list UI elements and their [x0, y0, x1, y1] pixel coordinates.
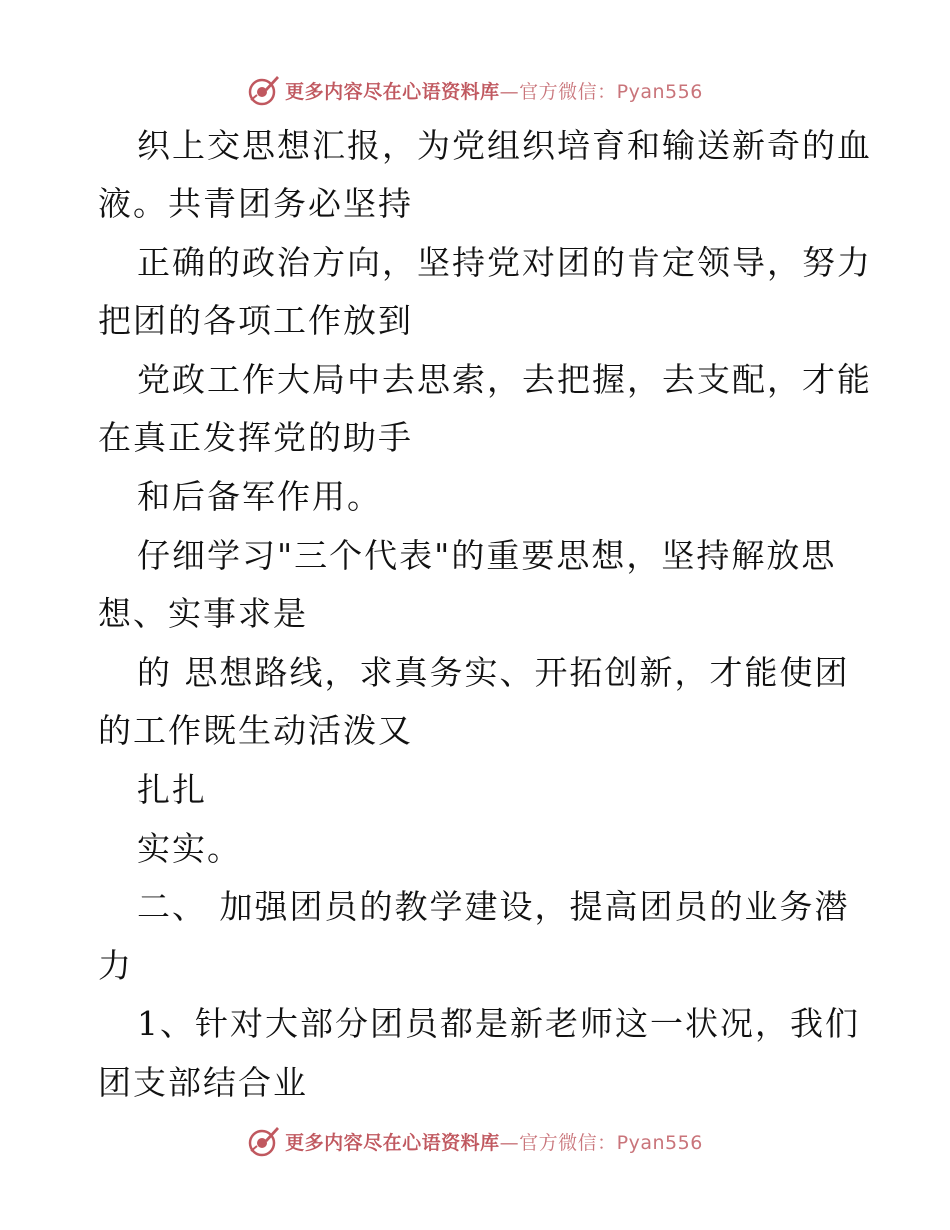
- header-watermark-rest: —官方微信：Pyan556: [499, 80, 703, 103]
- text-line: 在真正发挥党的助手: [98, 418, 413, 457]
- text-line: 想、实事求是: [98, 594, 308, 633]
- text-line: 把团的各项工作放到: [98, 301, 413, 340]
- header-watermark-bold: 更多内容尽在心语资料库: [285, 80, 500, 103]
- text-line: 的 思想路线，求真务实、开拓创新，才能使团: [137, 653, 850, 692]
- text-line: 仔细学习"三个代表"的重要思想，坚持解放思: [137, 536, 837, 575]
- text-line: 扎扎: [137, 770, 207, 809]
- footer-watermark-text: [285, 1128, 703, 1155]
- text-line: 1、针对大部分团员都是新老师这一状况，我们: [137, 1004, 860, 1043]
- text-line: 实实。: [137, 829, 242, 868]
- footer-watermark-bold: 更多内容尽在心语资料库: [285, 1131, 500, 1154]
- text-line: 的工作既生动活泼又: [98, 711, 413, 750]
- text-line: 液。共青团务必坚持: [98, 184, 413, 223]
- footer-watermark-rest: —官方微信：Pyan556: [499, 1131, 703, 1154]
- text-line: 党政工作大局中去思索，去把握，去支配，才能: [137, 360, 872, 399]
- header-watermark-banner: [0, 70, 950, 110]
- pen-logo-icon: [247, 73, 281, 107]
- text-line: 团支部结合业: [98, 1063, 308, 1102]
- footer-watermark-banner: [0, 1121, 950, 1161]
- pen-logo-icon: [247, 1124, 281, 1158]
- header-watermark-text: [285, 77, 703, 104]
- text-line: 和后备军作用。: [137, 477, 382, 516]
- text-line: 力: [98, 946, 133, 985]
- text-line: 织上交思想汇报，为党组织培育和输送新奇的血: [137, 126, 872, 165]
- text-line: 正确的政治方向，坚持党对团的肯定领导，努力: [137, 243, 872, 282]
- text-line: 二、 加强团员的教学建设，提高团员的业务潜: [137, 887, 850, 926]
